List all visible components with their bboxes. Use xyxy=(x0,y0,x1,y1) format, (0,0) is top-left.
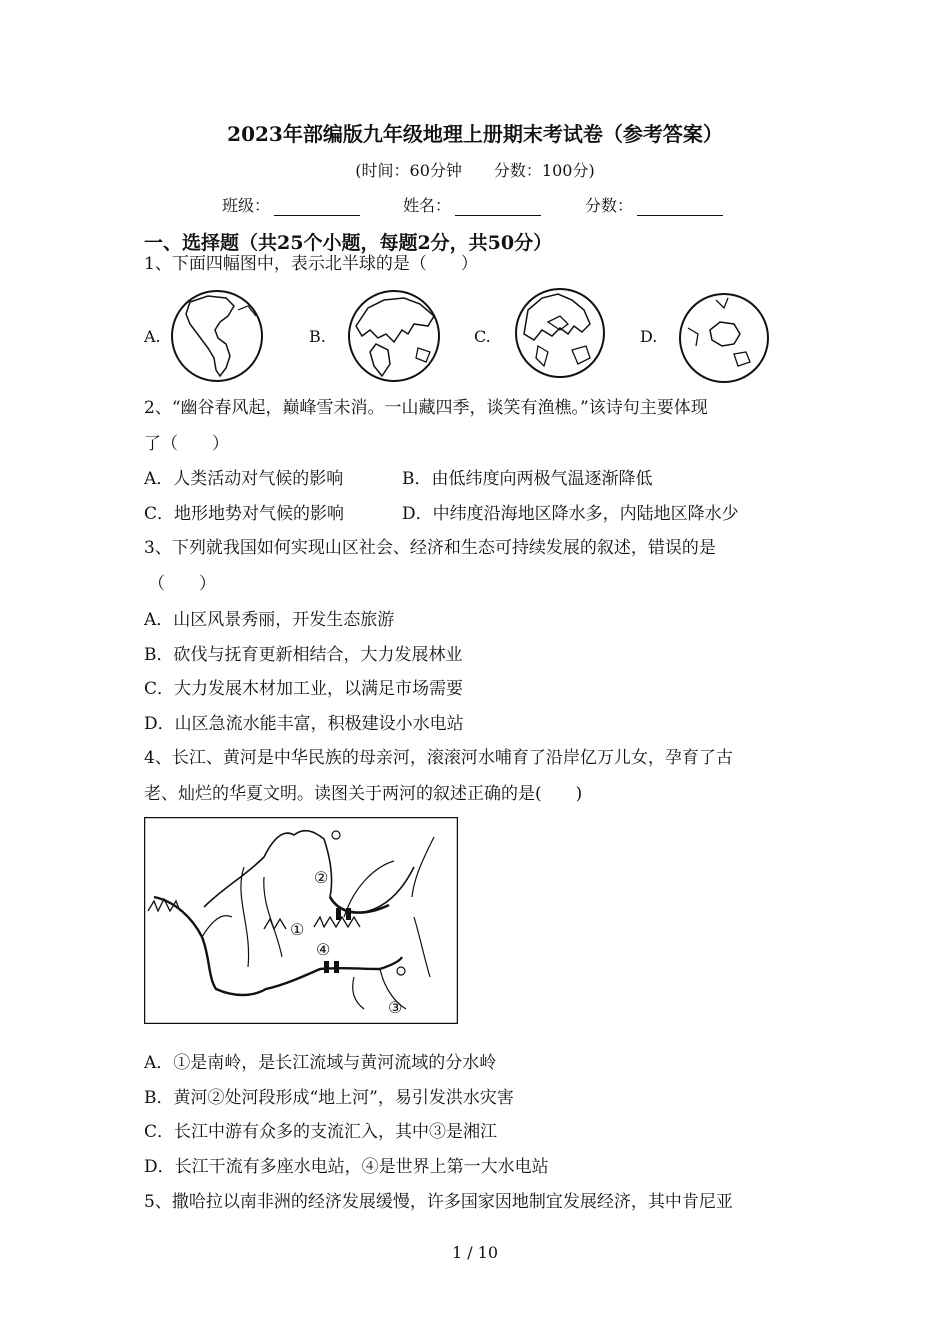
name-label: 姓名： xyxy=(403,196,452,215)
q4-option-b: B．黄河②处河段形成“地上河”，易引发洪水灾害 xyxy=(144,1088,514,1108)
map-label-1: ① xyxy=(290,920,305,939)
q1-label-d: D. xyxy=(640,327,658,346)
section-heading: 一、选择题（共25个小题，每题2分，共50分） xyxy=(144,232,553,254)
q3-option-a: A．山区风景秀丽，开发生态旅游 xyxy=(144,610,395,630)
q1-stem: 1、下面四幅图中，表示北半球的是（ ） xyxy=(144,254,478,274)
score-blank xyxy=(637,199,723,216)
class-blank xyxy=(274,199,360,216)
page-title: 2023年部编版九年级地理上册期末考试卷（参考答案） xyxy=(227,122,723,146)
globe-a-image xyxy=(168,286,268,386)
name-field xyxy=(403,193,541,216)
q2-stem-line1: 2、“幽谷春风起，巅峰雪未消。一山藏四季，谈笑有渔樵。”该诗句主要体现 xyxy=(144,398,708,418)
q4-option-c: C．长江中游有众多的支流汇入，其中③是湘江 xyxy=(144,1122,498,1142)
class-label: 班级： xyxy=(222,196,271,215)
q3-option-d: D．山区急流水能丰富，积极建设小水电站 xyxy=(144,714,464,734)
map-label-3: ③ xyxy=(388,998,403,1017)
q1-label-b: B. xyxy=(309,327,326,346)
q4-stem-line1: 4、长江、黄河是中华民族的母亲河，滚滚河水哺育了沿岸亿万儿女，孕育了古 xyxy=(144,748,733,768)
map-label-4: ④ xyxy=(316,940,331,959)
name-blank xyxy=(455,199,541,216)
exam-subtitle: (时间：60分钟 分数：100分) xyxy=(355,161,595,180)
q2-option-a: A．人类活动对气候的影响 xyxy=(144,469,344,489)
q4-stem-line2: 老、灿烂的华夏文明。读图关于两河的叙述正确的是( ) xyxy=(144,784,583,804)
globe-c-image xyxy=(512,286,612,386)
class-field xyxy=(222,193,360,216)
q4-option-d: D．长江干流有多座水电站，④是世界上第一大水电站 xyxy=(144,1157,549,1177)
page-number: 1 / 10 xyxy=(451,1243,499,1262)
score-label: 分数： xyxy=(585,196,634,215)
q3-stem-line1: 3、下列就我国如何实现山区社会、经济和生态可持续发展的叙述，错误的是 xyxy=(144,538,716,558)
rivers-map-image xyxy=(144,817,458,1024)
q2-option-b: B．由低纬度向两极气温逐渐降低 xyxy=(402,469,653,489)
globe-b-image xyxy=(348,286,448,386)
q2-option-d: D．中纬度沿海地区降水多，内陆地区降水少 xyxy=(402,504,739,524)
q5-stem-line1: 5、撒哈拉以南非洲的经济发展缓慢，许多国家因地制宜发展经济，其中肯尼亚 xyxy=(144,1192,733,1212)
map-label-2: ② xyxy=(314,868,329,887)
score-field xyxy=(585,193,723,216)
q1-label-a: A. xyxy=(144,327,161,346)
q3-option-c: C．大力发展木材加工业，以满足市场需要 xyxy=(144,679,464,699)
q2-option-c: C．地形地势对气候的影响 xyxy=(144,504,345,524)
q4-option-a: A．①是南岭，是长江流域与黄河流域的分水岭 xyxy=(144,1053,497,1073)
q2-stem-line2: 了（ ） xyxy=(144,434,229,454)
q3-option-b: B．砍伐与抚育更新相结合，大力发展林业 xyxy=(144,645,463,665)
q3-stem-line2: （ ） xyxy=(148,574,216,594)
q1-label-c: C. xyxy=(474,327,491,346)
globe-d-image xyxy=(676,290,776,390)
